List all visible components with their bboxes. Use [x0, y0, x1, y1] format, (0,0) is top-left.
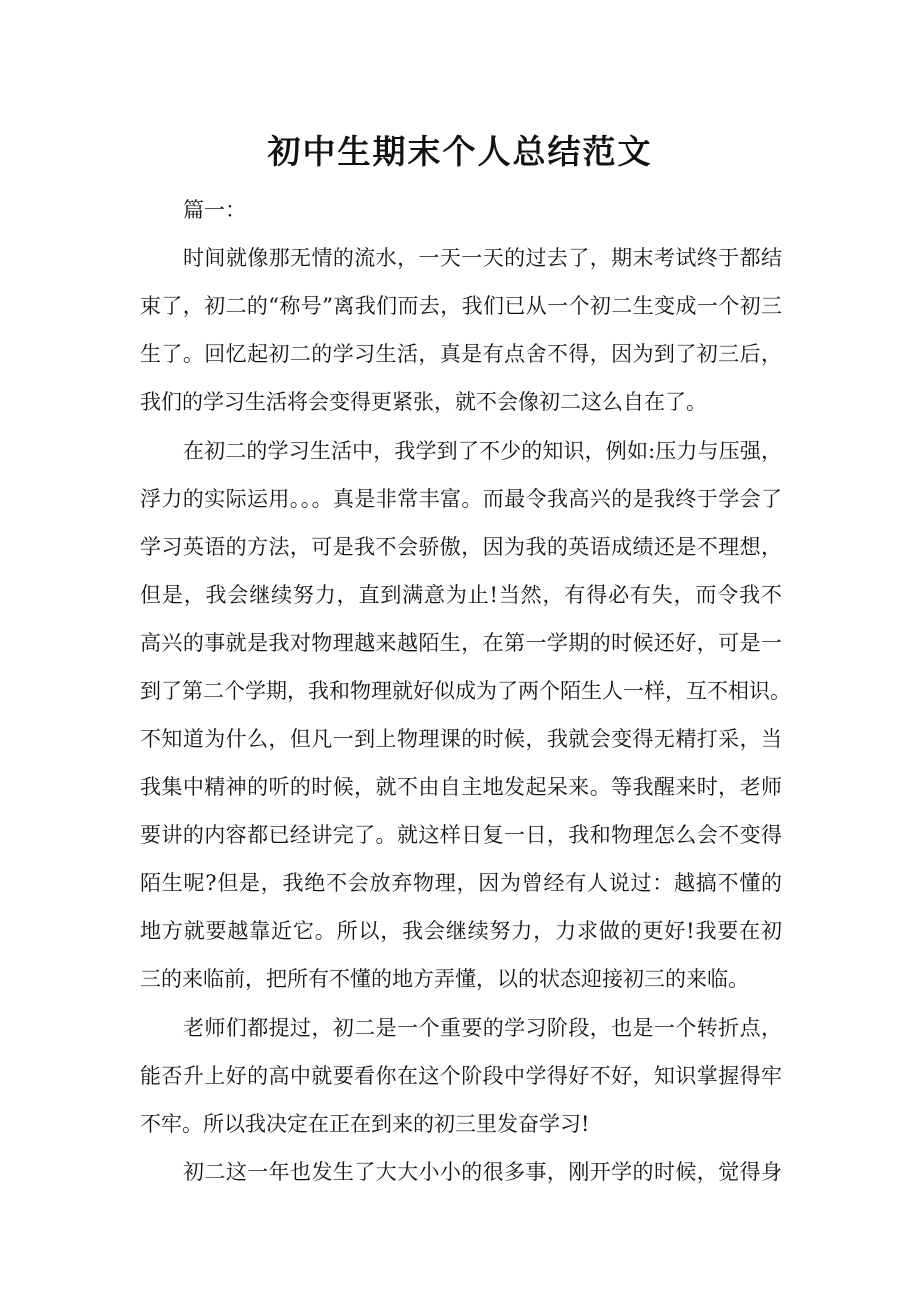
text-line: 不知道为什么，但凡一到上物理课的时候，我就会变得无精打采，当 — [140, 727, 782, 751]
section-label: 篇一： — [183, 198, 246, 222]
text-line: 陌生呢?但是，我绝不会放弃物理，因为曾经有人说过：越搞不懂的 — [140, 871, 782, 895]
text-line: 要讲的内容都已经讲完了。就这样日复一日，我和物理怎么会不变得 — [140, 823, 782, 847]
text-line: 三的来临前，把所有不懂的地方弄懂，以的状态迎接初三的来临。 — [140, 967, 749, 991]
text-line: 我们的学习生活将会变得更紧张，就不会像初二这么自在了。 — [140, 390, 707, 414]
text-line: 时间就像那无情的流水，一天一天的过去了，期末考试终于都结 — [183, 246, 782, 270]
text-line: 在初二的学习生活中，我学到了不少的知识，例如:压力与压强， — [183, 439, 782, 463]
text-line: 不牢。所以我决定在正在到来的初三里发奋学习! — [140, 1112, 590, 1136]
text-line: 生了。回忆起初二的学习生活，真是有点舍不得，因为到了初三后， — [140, 342, 782, 366]
text-line: 但是，我会继续努力，直到满意为止!当然，有得必有失，而令我不 — [140, 583, 782, 607]
text-line: 高兴的事就是我对物理越来越陌生，在第一学期的时候还好，可是一 — [140, 631, 782, 655]
text-line: 浮力的实际运用。。。真是非常丰富。而最令我高兴的是我终于学会了 — [140, 487, 782, 511]
text-line: 我集中精神的听的时候，就不由自主地发起呆来。等我醒来时，老师 — [140, 775, 782, 799]
text-line: 到了第二个学期，我和物理就好似成为了两个陌生人一样，互不相识。 — [140, 679, 791, 703]
text-line: 能否升上好的高中就要看你在这个阶段中学得好不好，知识掌握得牢 — [140, 1064, 782, 1088]
text-line: 束了，初二的“称号”离我们而去，我们已从一个初二生变成一个初三 — [140, 294, 782, 318]
text-line: 初二这一年也发生了大大小小的很多事，刚开学的时候，觉得身 — [183, 1160, 782, 1184]
document-title: 初中生期末个人总结范文 — [267, 132, 653, 171]
text-line: 地方就要越靠近它。所以，我会继续努力，力求做的更好!我要在初 — [140, 919, 782, 943]
text-line: 学习英语的方法，可是我不会骄傲，因为我的英语成绩还是不理想， — [140, 535, 782, 559]
text-line: 老师们都提过，初二是一个重要的学习阶段，也是一个转折点， — [183, 1016, 782, 1040]
